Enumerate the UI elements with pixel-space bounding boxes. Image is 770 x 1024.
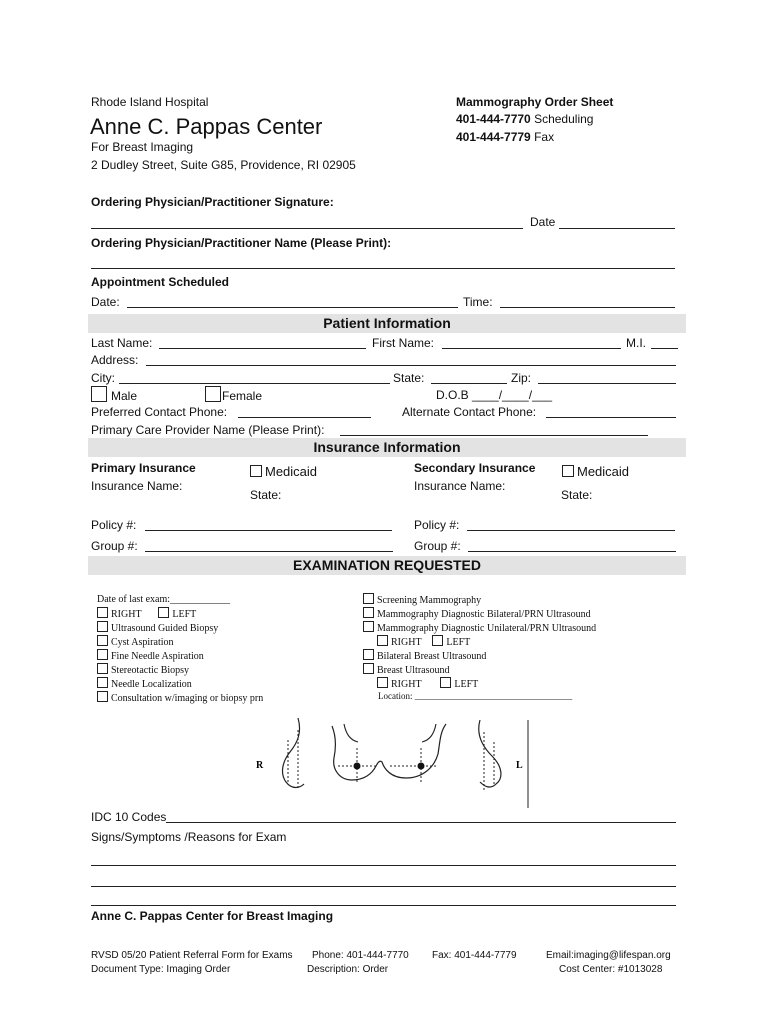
- unilateral-right-checkbox[interactable]: [377, 635, 388, 646]
- fax-line: [456, 130, 554, 144]
- exam-left-checkbox[interactable]: [158, 607, 169, 618]
- breast-diagram: [240, 712, 550, 812]
- fax-label: Fax: [534, 130, 555, 144]
- center-address: 2 Dudley Street, Suite G85, Providence, RI 02905: [91, 158, 356, 172]
- primary-policy-field[interactable]: [145, 530, 392, 531]
- screening-mammography[interactable]: [363, 593, 481, 606]
- exam-item-label: Needle Localization: [111, 679, 192, 690]
- appointment-date-field[interactable]: [127, 307, 458, 308]
- diag-unilateral-checkbox[interactable]: [363, 621, 374, 632]
- exam-item-consultation[interactable]: [97, 691, 263, 704]
- signs-symptoms-label: Signs/Symptoms /Reasons for Exam: [91, 830, 287, 844]
- us-side-row: [377, 677, 478, 690]
- screening-checkbox[interactable]: [363, 593, 374, 604]
- us-location[interactable]: Location: ___________________________________: [378, 691, 573, 701]
- male-option[interactable]: [91, 386, 137, 403]
- preferred-phone-label: Preferred Contact Phone:: [91, 405, 228, 419]
- footer-fax: Fax: 401-444-7779: [432, 950, 517, 961]
- us-left-checkbox[interactable]: [440, 677, 451, 688]
- fax-phone: 401-444-7779: [456, 130, 531, 144]
- dob-field[interactable]: D.O.B ____/____/___: [436, 388, 553, 402]
- physician-name-field[interactable]: [91, 268, 675, 269]
- secondary-medicaid-checkbox[interactable]: [562, 465, 574, 477]
- bilateral-ultrasound[interactable]: [363, 649, 486, 662]
- secondary-group-label: Group #:: [414, 539, 461, 553]
- breast-us-checkbox[interactable]: [363, 663, 374, 674]
- exam-right-label: RIGHT: [111, 609, 142, 620]
- exam-requested-header: EXAMINATION REQUESTED: [88, 556, 686, 575]
- exam-item-cyst-aspiration[interactable]: [97, 635, 174, 648]
- secondary-medicaid-option[interactable]: [562, 464, 629, 479]
- exam-item-ultrasound-biopsy[interactable]: [97, 621, 218, 634]
- diag-unilateral-label: Mammography Diagnostic Unilateral/PRN Ultrasound: [377, 623, 597, 634]
- date-last-exam[interactable]: Date of last exam:____________: [97, 594, 231, 605]
- signs-line-1[interactable]: [91, 865, 676, 866]
- address-label: Address:: [91, 353, 139, 367]
- unilateral-right-label: RIGHT: [391, 637, 422, 648]
- footer-rvsd: RVSD 05/20 Patient Referral Form for Exams: [91, 950, 293, 961]
- state-label: State:: [393, 371, 425, 385]
- diagram-nipple-right: [354, 763, 361, 770]
- footer-doc-type: Document Type: Imaging Order: [91, 964, 231, 975]
- appointment-title: Appointment Scheduled: [91, 275, 229, 289]
- mi-label: M.I.: [626, 336, 646, 350]
- signature-field[interactable]: [91, 228, 523, 229]
- footer-email[interactable]: Email:imaging@lifespan.org: [546, 950, 671, 961]
- bilateral-us-label: Bilateral Breast Ultrasound: [377, 651, 487, 662]
- diag-bilateral-label: Mammography Diagnostic Bilateral/PRN Ultrasound: [377, 609, 591, 620]
- exam-right-checkbox[interactable]: [97, 607, 108, 618]
- breast-ultrasound[interactable]: [363, 663, 450, 676]
- female-option[interactable]: [205, 386, 262, 403]
- right-left-row: [97, 607, 196, 620]
- primary-policy-label: Policy #:: [91, 518, 137, 532]
- primary-group-label: Group #:: [91, 539, 138, 553]
- appointment-time-field[interactable]: [500, 307, 675, 308]
- male-checkbox[interactable]: [91, 386, 107, 402]
- secondary-state-label: State:: [561, 488, 593, 502]
- unilateral-side-row: [377, 635, 470, 648]
- exam-item-label: Ultrasound Guided Biopsy: [111, 623, 219, 634]
- exam-item-stereotactic[interactable]: [97, 663, 189, 676]
- hospital-name: Rhode Island Hospital: [91, 95, 209, 109]
- state-field[interactable]: [431, 383, 507, 384]
- last-name-field[interactable]: [159, 348, 366, 349]
- appointment-time-label: Time:: [463, 295, 493, 309]
- exam-item-needle-localization[interactable]: [97, 677, 192, 690]
- first-name-label: First Name:: [372, 336, 435, 350]
- exam-item-checkbox[interactable]: [97, 621, 108, 632]
- unilateral-left-label: LEFT: [446, 637, 471, 648]
- mi-field[interactable]: [651, 348, 678, 349]
- female-label: Female: [222, 389, 263, 403]
- exam-item-checkbox[interactable]: [97, 663, 108, 674]
- primary-medicaid-label: Medicaid: [265, 464, 318, 479]
- city-label: City:: [91, 371, 115, 385]
- first-name-field[interactable]: [442, 348, 621, 349]
- footer-center-name: Anne C. Pappas Center for Breast Imaging: [91, 909, 334, 923]
- scheduling-line: [456, 112, 593, 126]
- us-right-checkbox[interactable]: [377, 677, 388, 688]
- scheduling-phone: 401-444-7770: [456, 112, 531, 126]
- exam-item-label: Stereotactic Biopsy: [111, 665, 190, 676]
- male-label: Male: [111, 389, 138, 403]
- last-name-label: Last Name:: [91, 336, 153, 350]
- footer-cost-center: Cost Center: #1013028: [559, 964, 663, 975]
- zip-field[interactable]: [538, 383, 676, 384]
- unilateral-left-checkbox[interactable]: [432, 635, 443, 646]
- diag-unilateral[interactable]: [363, 621, 596, 634]
- diagram-contour: [422, 724, 436, 742]
- primary-state-label: State:: [250, 488, 282, 502]
- bilateral-us-checkbox[interactable]: [363, 649, 374, 660]
- signature-label: Ordering Physician/Practitioner Signature:: [91, 195, 334, 209]
- exam-item-label: Cyst Aspiration: [111, 637, 174, 648]
- secondary-insurance-title: Secondary Insurance: [414, 461, 536, 475]
- patient-info-header: Patient Information: [88, 314, 686, 333]
- center-name: Anne C. Pappas Center: [90, 114, 323, 139]
- city-field[interactable]: [119, 383, 390, 384]
- signs-line-2[interactable]: [91, 886, 676, 887]
- preferred-phone-field[interactable]: [238, 417, 371, 418]
- exam-item-label: Consultation w/imaging or biopsy prn: [111, 693, 264, 704]
- idc-codes-field[interactable]: [166, 822, 676, 823]
- diagram-nipple-left: [418, 763, 425, 770]
- diagram-right-profile: [283, 718, 304, 788]
- secondary-policy-label: Policy #:: [414, 518, 460, 532]
- diag-bilateral-checkbox[interactable]: [363, 607, 374, 618]
- physician-name-label: Ordering Physician/Practitioner Name (Please Print):: [91, 236, 392, 250]
- female-checkbox[interactable]: [205, 386, 221, 402]
- diagram-label-l: L: [516, 760, 523, 771]
- exam-item-fine-needle[interactable]: [97, 649, 204, 662]
- primary-group-field[interactable]: [145, 551, 393, 552]
- exam-item-checkbox[interactable]: [97, 635, 108, 646]
- signature-date-field[interactable]: [559, 228, 675, 229]
- footer-phone: Phone: 401-444-7770: [312, 950, 409, 961]
- exam-left-label: LEFT: [172, 609, 197, 620]
- insurance-info-header: Insurance Information: [88, 438, 686, 457]
- idc-codes-label: IDC 10 Codes: [91, 810, 167, 824]
- exam-item-checkbox[interactable]: [97, 649, 108, 660]
- us-right-label: RIGHT: [391, 679, 422, 690]
- pcp-label: Primary Care Provider Name (Please Print):: [91, 423, 325, 437]
- alternate-phone-label: Alternate Contact Phone:: [402, 405, 537, 419]
- zip-label: Zip:: [511, 371, 532, 385]
- screening-label: Screening Mammography: [377, 595, 482, 606]
- scheduling-label: Scheduling: [534, 112, 594, 126]
- breast-us-label: Breast Ultrasound: [377, 665, 450, 676]
- alternate-phone-field[interactable]: [546, 417, 676, 418]
- exam-item-checkbox[interactable]: [97, 677, 108, 688]
- pcp-field[interactable]: [340, 435, 648, 436]
- secondary-insurance-name-label: Insurance Name:: [414, 479, 506, 493]
- us-left-label: LEFT: [454, 679, 479, 690]
- order-sheet-title: Mammography Order Sheet: [456, 95, 614, 109]
- appointment-date-label: Date:: [91, 295, 120, 309]
- diagram-left-profile: [479, 720, 501, 787]
- signs-line-3[interactable]: [91, 905, 676, 906]
- secondary-policy-field[interactable]: [467, 530, 675, 531]
- address-field[interactable]: [146, 365, 676, 366]
- footer-description: Description: Order: [307, 964, 389, 975]
- exam-item-label: Fine Needle Aspiration: [111, 651, 204, 662]
- diagram-contour: [344, 724, 358, 742]
- center-subtitle: For Breast Imaging: [91, 140, 194, 154]
- primary-insurance-name-label: Insurance Name:: [91, 479, 183, 493]
- diag-bilateral[interactable]: [363, 607, 591, 620]
- diagram-label-r: R: [256, 760, 264, 771]
- secondary-group-field[interactable]: [468, 551, 676, 552]
- primary-insurance-title: Primary Insurance: [91, 461, 196, 475]
- signature-date-label: Date: [530, 215, 556, 229]
- secondary-medicaid-label: Medicaid: [577, 464, 630, 479]
- primary-medicaid-option[interactable]: [250, 464, 317, 479]
- diagram-front-view: [332, 724, 446, 780]
- primary-medicaid-checkbox[interactable]: [250, 465, 262, 477]
- exam-item-checkbox[interactable]: [97, 691, 108, 702]
